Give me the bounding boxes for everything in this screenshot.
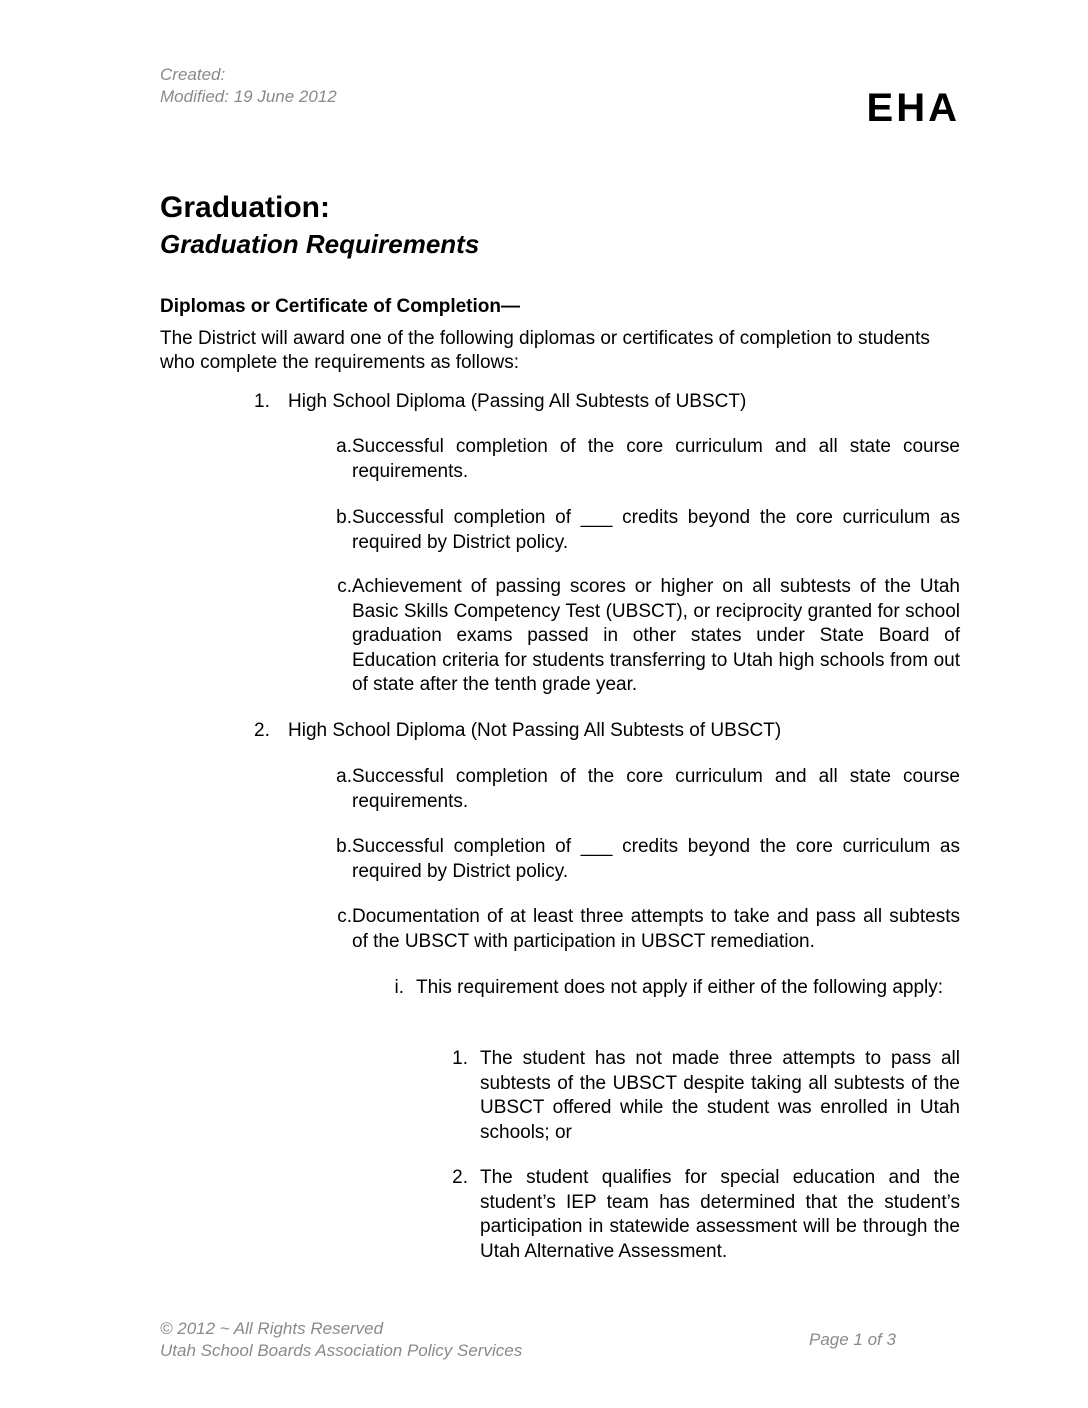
modified-label: Modified: 19 June 2012 [160, 87, 337, 106]
list-marker: b. [336, 836, 352, 857]
created-label: Created: [160, 65, 226, 84]
footer-copyright: © 2012 ~ All Rights Reserved [160, 1319, 384, 1338]
requirement-text: Successful completion of ___ credits beyond the core curriculum as required by District policy. [352, 507, 960, 553]
requirement-text: Successful completion of the core curriculum and all state course requirements. [352, 436, 960, 482]
requirement-item [316, 506, 960, 555]
requirement-item [316, 905, 960, 954]
requirement-text: Documentation of at least three attempts to take and pass all subtests of the UBSCT with participation in UBSCT remediation. [352, 906, 960, 952]
exception-condition [444, 1166, 960, 1264]
list-marker: 2. [452, 1167, 468, 1188]
list-marker: a. [336, 436, 352, 457]
footer-publisher: Utah School Boards Association Policy Services [160, 1341, 523, 1360]
condition-text: The student qualifies for special education and the student’s IEP team has determined that the student’s participation in statewide assessment will be through the Utah Alternative Assessment. [480, 1167, 960, 1262]
list-marker: c. [337, 576, 352, 597]
list-marker: a. [336, 766, 352, 787]
list-marker: 1. [452, 1048, 468, 1069]
requirement-item [316, 575, 960, 698]
requirement-item [316, 435, 960, 484]
intro-paragraph: The District will award one of the following diplomas or certificates of completion to students who complete the requirements as follows: [160, 328, 930, 373]
requirement-text: Successful completion of the core curriculum and all state course requirements. [352, 766, 960, 812]
requirement-text: Achievement of passing scores or higher on all subtests of the Utah Basic Skills Competency Test (UBSCT), or reciprocity granted for school graduation exams passed in other states under State Board of Education criteria for students transferring to Utah high schools from out of state after the tenth grade year. [352, 576, 960, 695]
list-marker: 2. [254, 720, 270, 741]
exception-condition [444, 1047, 960, 1145]
list-marker: b. [336, 507, 352, 528]
section-heading: Diplomas or Certificate of Completion— [160, 296, 520, 317]
list-marker: i. [394, 977, 404, 998]
condition-text: The student has not made three attempts to pass all subtests of the UBSCT despite taking all subtests of the UBSCT offered while the student was enrolled in Utah schools; or [480, 1048, 960, 1143]
page-title: Graduation: [160, 191, 330, 224]
list-marker: c. [337, 906, 352, 927]
diploma-item [254, 390, 960, 415]
policy-code: EHA [866, 86, 960, 130]
footer-page-number: Page 1 of 3 [809, 1330, 896, 1349]
list-marker: 1. [254, 391, 270, 412]
diploma-item [254, 719, 960, 744]
diploma-label: High School Diploma (Not Passing All Subtests of UBSCT) [288, 720, 782, 741]
requirement-text: Successful completion of ___ credits beyond the core curriculum as required by District policy. [352, 836, 960, 882]
page-subtitle: Graduation Requirements [160, 229, 480, 259]
exception-text: This requirement does not apply if either of the following apply: [416, 977, 944, 998]
diploma-label: High School Diploma (Passing All Subtests of UBSCT) [288, 391, 747, 412]
exception-item [382, 976, 960, 1001]
requirement-item [316, 765, 960, 814]
requirement-item [316, 835, 960, 884]
